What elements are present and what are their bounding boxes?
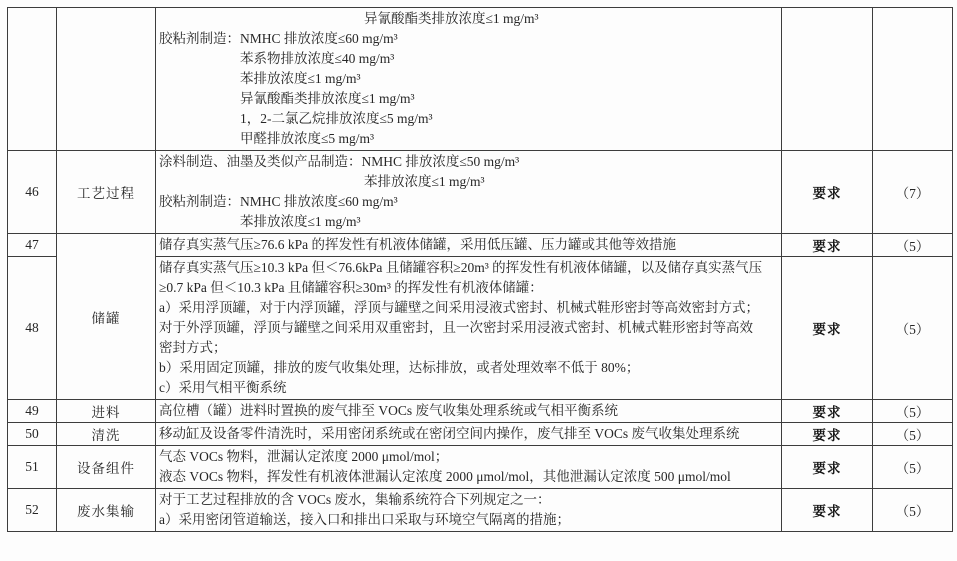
row-requirement: 要求 — [782, 489, 873, 532]
row-content — [156, 446, 782, 489]
content-line: 对于外浮顶罐，浮顶与罐壁之间采用双重密封，且一次密封采用浸液式密封、机械式鞋形密封等高效 — [159, 320, 753, 335]
row-number: 48 — [8, 257, 57, 400]
table-row — [8, 234, 953, 257]
table-row — [8, 400, 953, 423]
content-line: 气态 VOCs 物料，泄漏认定浓度 2000 μmol/mol； — [159, 449, 449, 464]
row-reference: （7） — [873, 151, 953, 234]
row-content — [156, 8, 782, 151]
row-content — [156, 234, 782, 257]
row-number: 47 — [8, 234, 57, 257]
table-body — [8, 8, 953, 532]
content-line: 高位槽（罐）进料时置换的废气排至 VOCs 废气收集处理系统或气相平衡系统 — [159, 403, 619, 418]
row-requirement: 要求 — [782, 446, 873, 489]
row-category: 清洗 — [57, 423, 156, 446]
row-reference: （5） — [873, 400, 953, 423]
content-line: 液态 VOCs 物料，挥发性有机液体泄漏认定浓度 2000 μmol/mol，其他泄漏认定浓度 500 μmol/mol — [159, 469, 731, 484]
content-line: b）采用固定顶罐，排放的废气收集处理，达标排放，或者处理效率不低于 80%； — [159, 360, 640, 375]
content-line: 苯系物排放浓度≤40 mg/m³ — [240, 51, 395, 66]
row-content — [156, 400, 782, 423]
row-reference — [873, 8, 953, 151]
content-line: 1，2-二氯乙烷排放浓度≤5 mg/m³ — [240, 111, 433, 126]
row-reference: （5） — [873, 423, 953, 446]
content-line: 移动缸及设备零件清洗时，采用密闭系统或在密闭空间内操作，废气排至 VOCs 废气收集处理系统 — [159, 426, 740, 441]
content-line: 胶粘剂制造：NMHC 排放浓度≤60 mg/m³ — [159, 194, 398, 209]
table-row — [8, 423, 953, 446]
row-reference: （5） — [873, 234, 953, 257]
table-row — [8, 446, 953, 489]
row-category — [57, 8, 156, 151]
content-line: 密封方式； — [159, 340, 227, 355]
content-line: 苯排放浓度≤1 mg/m³ — [240, 214, 361, 229]
content-line: ≥0.7 kPa 但＜10.3 kPa 且储罐容积≥30m³ 的挥发性有机液体储罐： — [159, 280, 543, 295]
row-content — [156, 257, 782, 400]
row-number: 46 — [8, 151, 57, 234]
row-reference: （5） — [873, 489, 953, 532]
row-reference: （5） — [873, 446, 953, 489]
row-requirement — [782, 8, 873, 151]
row-category: 废水集输 — [57, 489, 156, 532]
content-line: 异氰酸酯类排放浓度≤1 mg/m³ — [240, 91, 415, 106]
row-reference: （5） — [873, 257, 953, 400]
row-requirement: 要求 — [782, 234, 873, 257]
content-line: 异氰酸酯类排放浓度≤1 mg/m³ — [364, 11, 539, 26]
row-number: 51 — [8, 446, 57, 489]
content-line: a）采用浮顶罐，对于内浮顶罐，浮顶与罐壁之间采用浸液式密封、机械式鞋形密封等高效密封方式； — [159, 300, 759, 315]
row-requirement: 要求 — [782, 257, 873, 400]
row-requirement: 要求 — [782, 423, 873, 446]
table-row — [8, 8, 953, 151]
content-line: a）采用密闭管道输送，接入口和排出口采取与环境空气隔离的措施； — [159, 512, 570, 527]
row-number: 52 — [8, 489, 57, 532]
row-number: 49 — [8, 400, 57, 423]
content-line: 苯排放浓度≤1 mg/m³ — [364, 174, 485, 189]
row-number: 50 — [8, 423, 57, 446]
row-category: 设备组件 — [57, 446, 156, 489]
row-category: 进料 — [57, 400, 156, 423]
row-requirement: 要求 — [782, 151, 873, 234]
row-category: 储罐 — [57, 234, 156, 400]
content-line: 储存真实蒸气压≥10.3 kPa 但＜76.6kPa 且储罐容积≥20m³ 的挥发性有机液体储罐，以及储存真实蒸气压 — [159, 260, 763, 275]
content-line: 对于工艺过程排放的含 VOCs 废水，集输系统符合下列规定之一： — [159, 492, 551, 507]
row-content — [156, 151, 782, 234]
voc-requirements-table — [7, 7, 953, 532]
content-line: 储存真实蒸气压≥76.6 kPa 的挥发性有机液体储罐，采用低压罐、压力罐或其他等效措施 — [159, 237, 677, 252]
row-number — [8, 8, 57, 151]
row-category: 工艺过程 — [57, 151, 156, 234]
content-line: 涂料制造、油墨及类似产品制造：NMHC 排放浓度≤50 mg/m³ — [159, 154, 520, 169]
content-line: 甲醛排放浓度≤5 mg/m³ — [240, 131, 375, 146]
content-line: c）采用气相平衡系统 — [159, 380, 287, 395]
row-content — [156, 423, 782, 446]
content-line: 胶粘剂制造：NMHC 排放浓度≤60 mg/m³ — [159, 31, 398, 46]
row-content — [156, 489, 782, 532]
table-row — [8, 489, 953, 532]
row-requirement: 要求 — [782, 400, 873, 423]
table-row — [8, 151, 953, 234]
content-line: 苯排放浓度≤1 mg/m³ — [240, 71, 361, 86]
